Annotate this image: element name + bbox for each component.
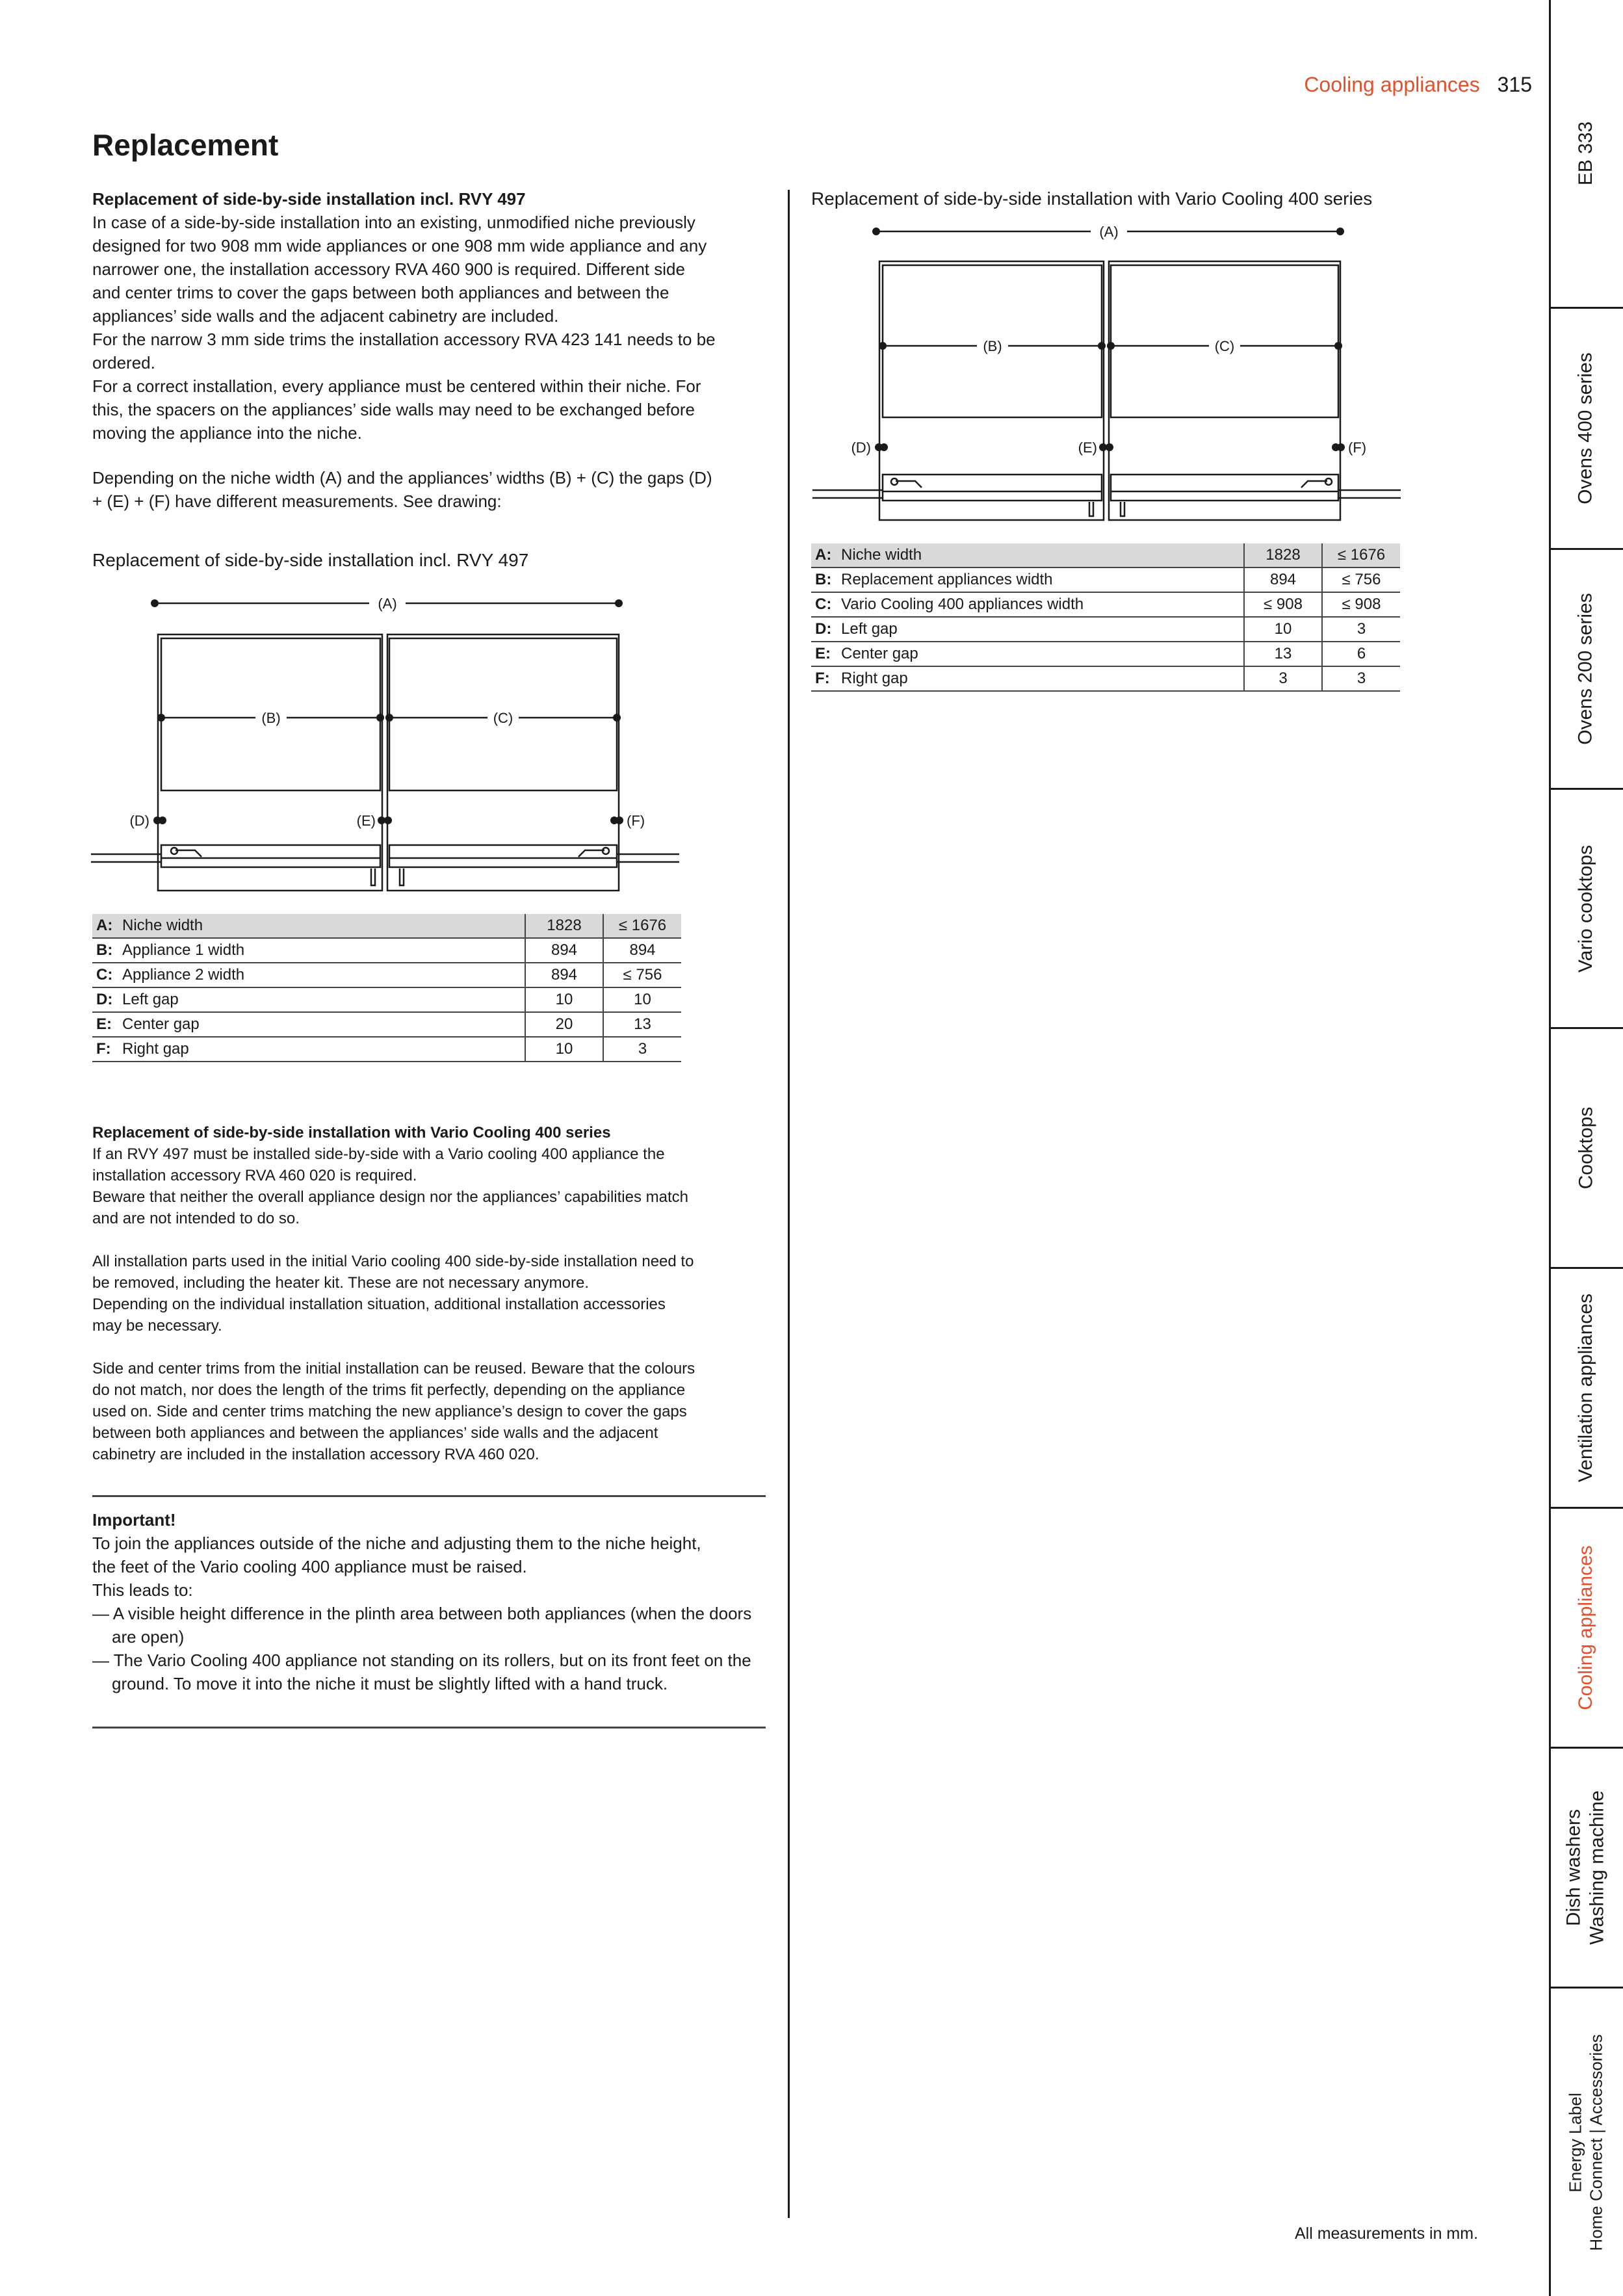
left-diagram-title: Replacement of side-by-side installation incl. RVY 497 [92, 550, 529, 570]
important-item: — A visible height difference in the plinth area between both appliances (when the doors are open) [92, 1604, 752, 1647]
dimension-point [880, 443, 888, 451]
vario-line: cabinetry are included in the installation accessory RVA 460 020. [92, 1446, 539, 1463]
important-section [92, 1508, 768, 1695]
intro-line: For the narrow 3 mm side trims the installation accessory RVA 423 141 needs to be [92, 330, 716, 349]
side-tab-cooktops[interactable] [1549, 1029, 1623, 1267]
side-tab-cooling[interactable] [1549, 1509, 1623, 1747]
footer-note: All measurements in mm. [1295, 2224, 1479, 2243]
intro-line: moving the appliance into the niche. [92, 423, 362, 443]
table-row: B: Replacement appliances width 894 ≤ 756 [811, 567, 1400, 592]
tab-label: Ventilation appliances [1575, 1293, 1596, 1483]
important-item: — The Vario Cooling 400 appliance not standing on its rollers, but on its front feet on the ground. To move it into the niche it must be slightly lifted with a hand truck. [92, 1650, 751, 1693]
intro-section [92, 187, 768, 513]
tab-label: Ovens 400 series [1575, 352, 1597, 504]
plinth-2 [389, 845, 617, 867]
side-tab-ovens-400[interactable] [1549, 309, 1623, 548]
tab-label: Energy Label [1566, 2092, 1585, 2193]
header-section: Cooling appliances [1304, 73, 1480, 96]
tab-label: Vario cooktops [1575, 844, 1596, 972]
important-line: This leads to: [92, 1580, 193, 1600]
dimension-point [613, 714, 621, 722]
side-tab-eb-333[interactable] [1549, 0, 1623, 307]
plinth-1 [161, 845, 380, 867]
table-row: F: Right gap 3 3 [811, 666, 1400, 691]
label-f: (F) [1348, 439, 1367, 456]
roller-1 [896, 481, 922, 488]
label-a: (A) [378, 595, 397, 612]
table-row: C: Vario Cooling 400 appliances width ≤ 908 ≤ 908 [811, 592, 1400, 617]
vario-line: used on. Side and center trims matching the new appliance’s design to cover the gaps [92, 1403, 687, 1420]
vario-line: do not match, nor does the length of the trims fit perfectly, depending on the appliance [92, 1381, 686, 1399]
tab-label: Washing machine [1587, 1790, 1608, 1945]
left-installation-diagram [91, 585, 695, 897]
vario-section [92, 1122, 772, 1465]
dimension-point [1337, 443, 1345, 451]
table-row: A: Niche width 1828 ≤ 1676 [92, 914, 681, 938]
dimension-point [151, 599, 159, 607]
vario-line: If an RVY 497 must be installed side-by-side with a Vario cooling 400 appliance the [92, 1145, 665, 1163]
divider [92, 1495, 766, 1497]
intro-line: this, the spacers on the appliances’ side walls may need to be exchanged before [92, 400, 695, 419]
important-heading: Important! [92, 1510, 176, 1530]
foot-1 [371, 868, 375, 885]
dimension-point [1098, 342, 1106, 350]
important-line: To join the appliances outside of the niche and adjusting them to the niche height, [92, 1533, 701, 1553]
roller-2 [1301, 481, 1327, 488]
table-row: D: Left gap 10 10 [92, 987, 681, 1012]
label-f: (F) [627, 813, 645, 829]
label-b: (B) [983, 338, 1002, 354]
tab-label: Cooling appliances [1575, 1545, 1597, 1710]
dimension-point [1107, 342, 1115, 350]
tab-label: Cooktops [1575, 1106, 1596, 1190]
dimension-point [376, 714, 384, 722]
label-d: (D) [129, 813, 149, 829]
label-b: (B) [261, 710, 281, 726]
vario-line: be removed, including the heater kit. These are not necessary anymore. [92, 1274, 589, 1292]
foot-2 [400, 868, 404, 885]
vario-line: between both appliances and between the appliances’ side walls and the adjacent [92, 1424, 658, 1442]
dimension-point [1336, 228, 1344, 235]
label-e: (E) [1078, 439, 1097, 456]
table-row: C: Appliance 2 width 894 ≤ 756 [92, 963, 681, 987]
right-installation-diagram [812, 215, 1417, 527]
label-e: (E) [356, 813, 376, 829]
dimension-point [872, 228, 880, 235]
intro-heading: Replacement of side-by-side installation incl. RVY 497 [92, 189, 526, 209]
tab-label: Home Connect | Accessories [1587, 2033, 1606, 2251]
page-title: Replacement [92, 128, 279, 162]
side-tab-energy-label[interactable] [1549, 1989, 1623, 2296]
dimension-point [616, 816, 623, 824]
vario-line: may be necessary. [92, 1317, 222, 1335]
vario-line: installation accessory RVA 460 020 is required. [92, 1167, 417, 1184]
table-row: A: Niche width 1828 ≤ 1676 [811, 543, 1400, 567]
column-divider [788, 190, 790, 2218]
plinth-2 [1111, 475, 1338, 501]
roller-2 [578, 850, 604, 857]
intro-line: and center trims to cover the gaps between both appliances and between the [92, 283, 669, 302]
intro-line: For a correct installation, every appliance must be centered within their niche. For [92, 376, 701, 396]
dimension-point [157, 714, 165, 722]
label-c: (C) [1214, 338, 1235, 354]
plinth-1 [883, 475, 1102, 501]
dimension-point [159, 816, 166, 824]
vario-line: Side and center trims from the initial installation can be reused. Beware that the colours [92, 1360, 695, 1377]
table-row: D: Left gap 10 3 [811, 617, 1400, 642]
dimension-point [384, 816, 392, 824]
right-diagram-title: Replacement of side-by-side installation with Vario Cooling 400 series [811, 189, 1373, 209]
depending-line: + (E) + (F) have different measurements. See drawing: [92, 491, 502, 511]
foot-1 [1089, 502, 1093, 516]
table-row: F: Right gap 10 3 [92, 1037, 681, 1062]
side-tab-ovens-200[interactable] [1549, 550, 1623, 788]
divider [92, 1727, 766, 1729]
vario-line: All installation parts used in the initial Vario cooling 400 side-by-side installation need to [92, 1253, 694, 1270]
vario-heading: Replacement of side-by-side installation with Vario Cooling 400 series [92, 1124, 611, 1141]
vario-line: and are not intended to do so. [92, 1210, 300, 1227]
right-spec-table [811, 543, 1400, 692]
tab-label: Ovens 200 series [1575, 593, 1597, 745]
dimension-point [385, 714, 393, 722]
dimension-point [1334, 342, 1342, 350]
tab-label: EB 333 [1574, 121, 1596, 186]
intro-line: ordered. [92, 353, 155, 372]
tab-label: Dish washers [1563, 1808, 1585, 1927]
side-tab-vario-cooktops[interactable] [1549, 790, 1623, 1027]
table-row: E: Center gap 13 6 [811, 642, 1400, 666]
roller-1 [175, 850, 201, 857]
label-d: (D) [851, 439, 871, 456]
foot-2 [1121, 502, 1124, 516]
important-line: the feet of the Vario cooling 400 appliance must be raised. [92, 1557, 527, 1576]
intro-line: narrower one, the installation accessory RVA 460 900 is required. Different side [92, 259, 685, 279]
vario-line: Depending on the individual installation situation, additional installation accessories [92, 1296, 666, 1313]
running-header [1304, 73, 1532, 97]
niche-wall-left [158, 634, 382, 891]
intro-line: designed for two 908 mm wide appliances or one 908 mm wide appliance and any [92, 236, 707, 255]
intro-line: In case of a side-by-side installation into an existing, unmodified niche previously [92, 213, 695, 232]
label-a: (A) [1099, 224, 1119, 240]
vario-line: Beware that neither the overall appliance design nor the appliances’ capabilities match [92, 1188, 689, 1206]
dimension-point [879, 342, 887, 350]
left-spec-table [92, 914, 681, 1062]
table-row: B: Appliance 1 width 894 894 [92, 938, 681, 963]
depending-line: Depending on the niche width (A) and the appliances’ widths (B) + (C) the gaps (D) [92, 468, 712, 488]
dimension-point [1106, 443, 1113, 451]
dimension-point [615, 599, 623, 607]
side-tab-dishwashers[interactable] [1549, 1749, 1623, 1987]
intro-line: appliances’ side walls and the adjacent cabinetry are included. [92, 306, 559, 326]
table-row: E: Center gap 20 13 [92, 1012, 681, 1037]
page-number: 315 [1497, 73, 1532, 96]
label-c: (C) [493, 710, 513, 726]
side-tab-ventilation[interactable] [1549, 1269, 1623, 1507]
